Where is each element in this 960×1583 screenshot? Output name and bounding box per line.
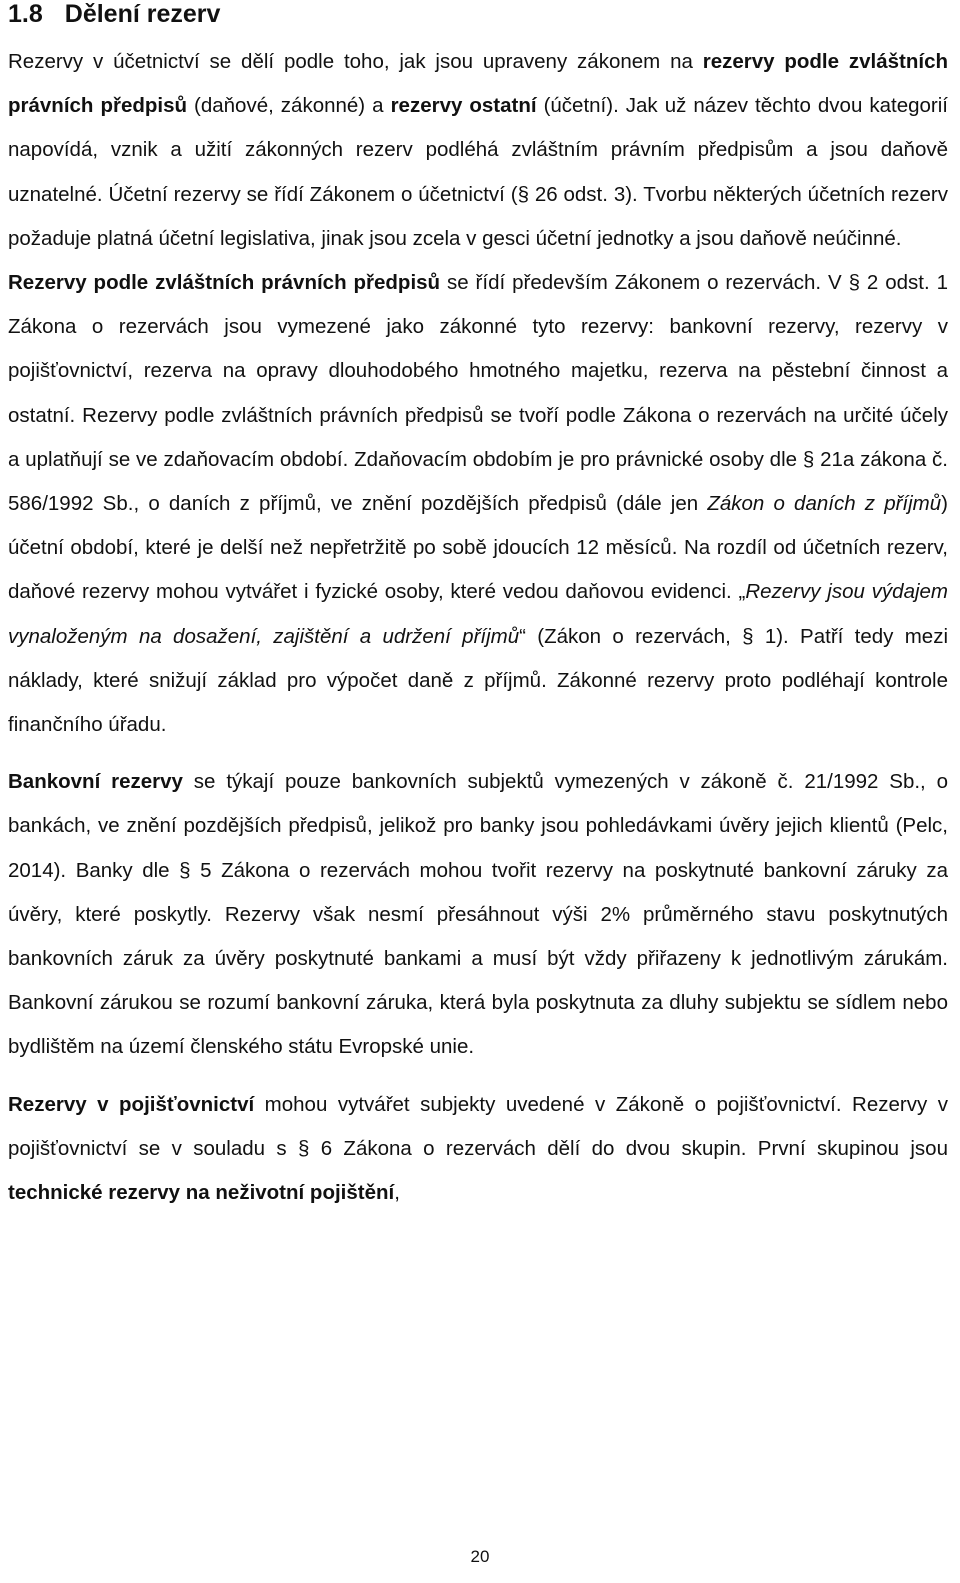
paragraph-intro-text-2: (daňové, zákonné) a	[187, 94, 391, 118]
paragraph-legal-reserves	[8, 261, 948, 747]
section-heading	[8, 0, 948, 40]
paragraph-insurance-bold-1: Rezervy v pojišťovnictví	[8, 1092, 255, 1116]
section-title: Dělení rezerv	[64, 0, 221, 28]
paragraph-intro	[8, 40, 948, 261]
document-page	[8, 0, 948, 1215]
paragraph-insurance-text-1: mohou vytvářet subjekty uvedené v Zákoně o pojišťovnictví. Rezervy v pojišťovnictví se v souladu s § 6 Zákona o rezervách dělí do dvou skupin. První skupinou jsou	[8, 1092, 948, 1160]
paragraph-gap	[8, 1070, 948, 1083]
paragraph-legal-text-2: ) účetní období, které je delší než nepřetržitě po sobě jdoucích 12 měsíců. Na rozdíl od účetních rezerv, daňové rezervy mohou vytvářet i fyzické osoby, které vedou daňovou evidenci. „	[8, 492, 948, 604]
paragraph-intro-bold-2: rezervy ostatní	[390, 94, 537, 118]
page-number: 20	[470, 1547, 490, 1566]
paragraph-insurance-text-2: ,	[394, 1181, 400, 1205]
paragraph-bank-bold-1: Bankovní rezervy	[8, 770, 183, 794]
paragraph-legal-text-3: “ (Zákon o rezervách, § 1). Patří tedy mezi náklady, které snižují základ pro výpočet daně z příjmů. Zákonné rezervy proto podléhají kontrole finančního úřadu.	[8, 624, 948, 737]
paragraph-legal-bold-1: Rezervy podle zvláštních právních předpisů	[8, 271, 441, 295]
paragraph-intro-bold-1: rezervy podle zvláštních právních předpisů	[8, 50, 948, 118]
paragraph-intro-text-3: (účetní). Jak už název těchto dvou kategorií napovídá, vznik a užití zákonných rezerv podléhá zvláštním právním předpisům a jsou daňově uznatelné. Účetní rezervy se řídí Zákonem o účetnictví (§ 26 odst. 3). Tvorbu některých účetních rezerv požaduje platná účetní legislativa, jinak jsou zcela v gesci účetní jednotky a jsou daňově neúčinné.	[8, 94, 948, 250]
paragraph-gap	[8, 747, 948, 760]
paragraph-intro-text-1: Rezervy v účetnictví se dělí podle toho, jak jsou upraveny zákonem na	[8, 50, 703, 73]
paragraph-legal-text-1: se řídí především Zákonem o rezervách. V § 2 odst. 1 Zákona o rezervách jsou vymezené jako zákonné tyto rezervy: bankovní rezervy, rezervy v pojišťovnictví, rezerva na opravy dlouhodobého hmotného majetku, rezerva na pěstební činnost a ostatní. Rezervy podle zvláštních právních předpisů se tvoří podle Zákona o rezervách na určité účely a uplatňují se ve zdaňovacím období. Zdaňovacím obdobím je pro právnické osoby dle § 21a zákona č. 586/1992 Sb., o daních z příjmů, ve znění pozdějších předpisů (dále jen	[8, 271, 948, 516]
paragraph-legal-italic-1: Zákon o daních z příjmů	[707, 492, 942, 516]
paragraph-insurance-reserves	[8, 1083, 948, 1216]
paragraph-bank-reserves	[8, 760, 948, 1069]
section-number: 1.8	[8, 0, 43, 28]
paragraph-legal-quote: Rezervy jsou výdajem vynaloženým na dosažení, zajištění a udržení příjmů	[8, 580, 948, 648]
paragraph-insurance-bold-2: technické rezervy na neživotní pojištění	[8, 1181, 395, 1205]
paragraph-bank-text-1: se týkají pouze bankovních subjektů vymezených v zákoně č. 21/1992 Sb., o bankách, ve znění pozdějších předpisů, jelikož pro banky jsou pohledávkami úvěry jejich klientů (Pelc, 2014). Banky dle § 5 Zákona o rezervách mohou tvořit rezervy na poskytnuté bankovní záruky za úvěry, které poskytly. Rezervy však nesmí přesáhnout výši 2% průměrného stavu poskytnutých bankovních záruk za úvěry poskytnuté bankami a musí být vždy přiřazeny k jednotlivým zárukám. Bankovní zárukou se rozumí bankovní záruka, která byla poskytnuta za dluhy subjektu se sídlem nebo bydlištěm na území členského státu Evropské unie.	[8, 770, 949, 1059]
